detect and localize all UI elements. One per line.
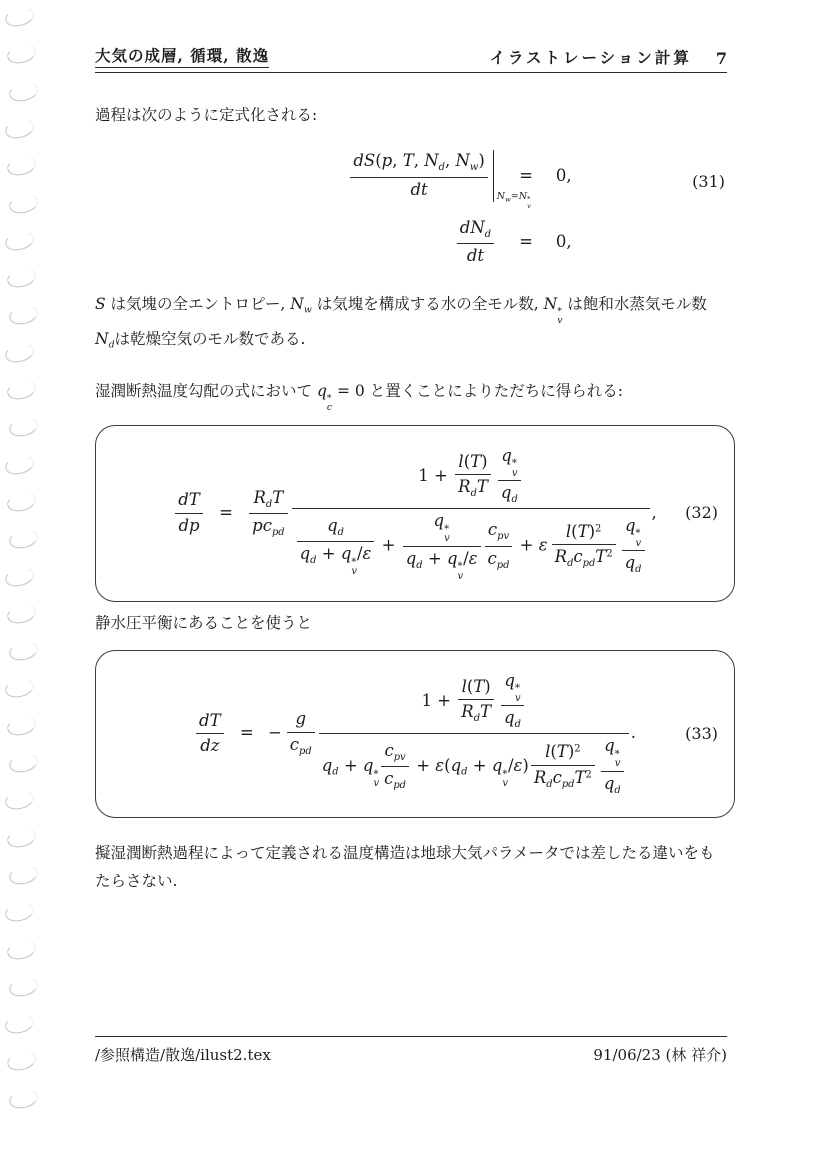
math-subscript: d	[614, 784, 621, 796]
fraction-numerator	[292, 709, 309, 732]
math-text: ,	[413, 151, 425, 171]
fraction-denominator	[381, 766, 409, 792]
binding-ring-icon	[7, 639, 39, 663]
math-variable: q	[450, 756, 462, 776]
math-variable: q	[624, 515, 636, 535]
math-variable: T	[574, 767, 586, 787]
math-text: = 0 と置くことによりただちに得られる:	[332, 382, 623, 401]
math-text: +	[514, 535, 539, 555]
fraction-numerator	[542, 742, 583, 765]
math-text: (	[444, 756, 451, 776]
fraction-numerator	[324, 516, 347, 541]
equation-33-box	[95, 650, 735, 818]
math-superscript: *	[635, 528, 641, 540]
math-subscript: c	[326, 402, 333, 413]
equation-31	[95, 150, 729, 267]
math-subsup	[444, 525, 450, 544]
fraction-denominator	[457, 243, 494, 267]
math-text: )	[567, 742, 575, 762]
paragraph-closing: 擬湿潤断熱過程によって定義される温度構造は地球大気パラメータでは差したる違いをもたらさない.	[95, 843, 715, 890]
paragraph-intro: 過程は次のように定式化される:	[95, 106, 318, 124]
math-subscript: pd	[393, 780, 406, 792]
math-text: (	[466, 676, 474, 696]
math-variable: S	[95, 294, 106, 313]
equation-33-number: (33)	[685, 723, 718, 743]
math-subscript: pd	[561, 778, 575, 790]
equation-31-align	[143, 150, 777, 267]
math-variable: q	[327, 515, 338, 535]
math-superscript: *	[527, 195, 531, 204]
math-variable: N	[455, 151, 470, 171]
math-fraction	[292, 446, 650, 581]
math-text: は飽和水蒸気モル数	[562, 294, 707, 313]
binding-ring-icon	[5, 266, 37, 290]
math-subscript: d	[484, 228, 492, 240]
binding-ring-icon	[5, 602, 37, 626]
paragraph-after-eq31	[95, 291, 729, 354]
math-variable: q	[316, 382, 327, 401]
math-text: +	[376, 535, 401, 555]
fraction-denominator	[498, 480, 521, 506]
fraction-numerator	[601, 736, 623, 770]
math-fraction	[403, 511, 481, 581]
math-subscript: pd	[299, 745, 312, 757]
math-text: /	[507, 756, 514, 776]
equation-32	[173, 446, 657, 581]
math-subscript: v	[527, 201, 531, 210]
math-superscript: *	[557, 305, 562, 317]
fraction-numerator	[563, 522, 604, 545]
math-variable: c	[487, 548, 497, 568]
math-variable: T	[476, 477, 488, 497]
fraction-numerator	[485, 520, 512, 545]
paragraph-before-eq32	[95, 378, 729, 413]
math-fraction	[350, 151, 487, 200]
page-footer	[95, 1036, 727, 1065]
math-variable: T	[402, 151, 414, 171]
math-text: +	[338, 756, 363, 776]
fraction-denominator	[458, 699, 494, 725]
fraction-numerator	[455, 452, 490, 475]
math-text: ,	[392, 151, 403, 171]
fraction-numerator	[196, 711, 224, 734]
math-subscript: v	[557, 314, 563, 326]
math-text: )	[588, 521, 596, 541]
math-variable: q	[446, 548, 458, 568]
document-body	[95, 98, 729, 896]
math-variable: l	[458, 451, 464, 471]
eq31-line2-relation: =	[519, 232, 533, 252]
math-variable: N	[518, 190, 528, 202]
math-subscript: pd	[496, 559, 510, 571]
page-header	[95, 44, 727, 73]
binding-ring-icon	[5, 713, 37, 737]
math-variable: q	[604, 736, 615, 756]
fraction-denominator	[319, 733, 629, 797]
math-variable: R	[253, 487, 266, 507]
eq32-lhs	[173, 490, 205, 535]
math-text: (	[571, 521, 578, 541]
math-variable: p	[252, 515, 263, 535]
math-text: +	[422, 548, 447, 568]
math-variable: T	[577, 521, 589, 541]
binding-ring-icon	[7, 751, 39, 775]
math-text: は乾燥空気のモル数である.	[114, 329, 306, 348]
math-text: 1 +	[421, 690, 457, 710]
binding-ring-icon	[3, 564, 35, 588]
fraction-numerator	[415, 446, 526, 509]
math-variable: N	[290, 294, 304, 313]
math-text: )	[522, 756, 529, 776]
math-variable: T	[556, 742, 568, 762]
binding-ring-icon	[3, 676, 35, 700]
fraction-denominator	[292, 508, 650, 581]
binding-ring-icon	[7, 863, 39, 887]
math-text: =	[510, 190, 519, 202]
equation-31-number: (31)	[692, 171, 725, 191]
eq33-relation: =	[239, 723, 254, 743]
math-fraction	[498, 446, 521, 507]
math-subscript: d	[461, 767, 468, 779]
eq31-line2-lhs	[455, 218, 496, 267]
math-variable: c	[384, 740, 394, 760]
fraction-denominator	[455, 474, 491, 500]
math-text: ,	[651, 502, 657, 522]
page-number: 7	[715, 49, 727, 68]
math-text: 1 +	[418, 465, 454, 485]
binding-ring-icon	[5, 937, 37, 961]
fraction-denominator	[249, 513, 287, 539]
binding-ring-icon	[3, 1012, 35, 1036]
math-subsup	[515, 684, 521, 703]
math-variable: p	[381, 151, 393, 171]
fraction-numerator	[431, 511, 453, 545]
math-variable: dp	[178, 515, 200, 535]
math-fraction	[196, 711, 224, 757]
math-variable: ε	[468, 548, 478, 568]
math-subsup	[373, 770, 379, 789]
math-fraction	[531, 742, 595, 791]
header-right-title: イラストレーション計算	[489, 48, 692, 67]
math-subscript: d	[473, 713, 481, 725]
math-variable: q	[501, 445, 512, 465]
math-subsup	[636, 529, 642, 548]
binding-ring-icon	[3, 117, 35, 141]
math-fraction	[455, 452, 491, 501]
math-subscript: w	[469, 162, 479, 174]
binding-ring-icon	[7, 975, 39, 999]
math-superscript: *	[351, 556, 357, 568]
math-fraction	[458, 677, 494, 726]
eq32-relation: =	[219, 502, 233, 522]
math-subscript: v	[511, 467, 518, 479]
math-subscript: d	[438, 162, 445, 174]
math-fraction	[457, 218, 494, 267]
math-subscript: d	[416, 559, 423, 571]
math-variable: q	[405, 548, 417, 568]
math-subscript: d	[511, 494, 518, 506]
math-text: .	[630, 723, 636, 743]
math-variable: ε	[513, 756, 523, 776]
math-text: −	[267, 723, 282, 743]
math-subscript: d	[546, 778, 553, 790]
fraction-numerator	[501, 671, 523, 705]
math-text: )	[484, 676, 491, 696]
binding-ring-icon	[5, 154, 37, 178]
binding-ring-icon	[5, 1049, 37, 1073]
eq32-rhs	[247, 445, 657, 582]
math-variable: dS	[353, 151, 376, 171]
math-variable: c	[384, 769, 394, 789]
equation-32-number: (32)	[685, 503, 718, 523]
math-variable: R	[461, 702, 474, 722]
math-variable: q	[504, 670, 515, 690]
math-superscript: 2	[585, 769, 592, 781]
math-variable: q	[321, 756, 333, 776]
math-variable: q	[362, 756, 374, 776]
math-variable: R	[554, 547, 568, 567]
math-fraction	[485, 520, 513, 572]
math-variable: T	[473, 676, 485, 696]
footer-file-path: /参照構造/散逸/ilust2.tex	[95, 1046, 271, 1064]
math-superscript: *	[326, 393, 332, 405]
math-variable: R	[458, 477, 471, 497]
eq31-line1-lhs	[348, 150, 531, 210]
math-variable: q	[340, 544, 352, 564]
math-subscript: v	[457, 570, 464, 582]
math-fraction	[249, 488, 287, 540]
math-subscript: d	[108, 339, 115, 351]
binding-ring-icon	[7, 527, 39, 551]
paragraph-before-eq33: 静水圧平衡にあることを使うと	[95, 613, 313, 632]
math-text: +	[467, 756, 492, 776]
fraction-denominator	[622, 550, 645, 576]
eq33-rhs	[267, 670, 636, 796]
math-variable: ε	[538, 535, 548, 555]
binding-ring-icon	[5, 825, 37, 849]
math-variable: q	[491, 756, 503, 776]
math-subscript: w	[505, 195, 511, 204]
math-text: )	[481, 451, 488, 471]
math-subscript: pd	[271, 526, 285, 538]
math-text: +	[316, 544, 341, 564]
binding-ring-icon	[7, 1086, 39, 1110]
binding-ring-icon	[3, 788, 35, 812]
eq33-lhs	[194, 710, 226, 756]
math-variable: dt	[466, 246, 485, 266]
math-variable: T	[470, 451, 482, 471]
fraction-denominator	[531, 765, 595, 791]
binding-ring-icon	[7, 303, 39, 327]
math-subscript: v	[514, 692, 521, 704]
math-variable: q	[504, 708, 515, 728]
math-text: (	[375, 151, 382, 171]
math-subscript: w	[303, 304, 312, 316]
footer-date-author: 91/06/23 (林 祥介)	[593, 1046, 727, 1064]
fraction-numerator	[498, 446, 520, 480]
math-superscript: 2	[595, 523, 602, 535]
math-fraction	[622, 516, 645, 577]
math-variable: dz	[200, 736, 220, 756]
math-variable: c	[262, 515, 272, 535]
math-superscript: *	[457, 561, 463, 573]
math-variable: R	[533, 767, 547, 787]
math-subsup	[615, 750, 621, 769]
math-subscript: pv	[393, 751, 406, 763]
binding-ring-icon	[3, 5, 35, 29]
math-subscript: pd	[582, 558, 596, 570]
math-subscript: d	[567, 558, 574, 570]
eq31-line1-rhs: 0,	[555, 165, 572, 185]
math-variable: c	[487, 520, 498, 540]
fraction-denominator	[552, 544, 616, 570]
math-variable: l	[545, 742, 551, 762]
math-fraction	[601, 736, 624, 797]
math-variable: N	[95, 329, 109, 348]
fraction-numerator	[350, 151, 487, 176]
math-text: は気塊の全エントロピー,	[105, 294, 291, 313]
math-superscript: 2	[574, 743, 581, 755]
math-variable: N	[424, 151, 439, 171]
math-variable: q	[603, 773, 615, 793]
spiral-binding-marks	[0, 0, 44, 1164]
fraction-numerator	[175, 490, 203, 513]
math-subscript: d	[635, 564, 642, 576]
math-text: /	[463, 548, 469, 568]
math-subscript: v	[635, 537, 642, 549]
header-right-group	[489, 46, 727, 68]
math-text: (	[550, 742, 557, 762]
math-variable: c	[289, 735, 300, 755]
math-superscript: *	[502, 768, 508, 780]
fraction-numerator	[381, 741, 408, 766]
fraction-numerator	[418, 671, 529, 734]
math-variable: T	[272, 487, 284, 507]
fraction-denominator	[350, 177, 487, 201]
fraction-denominator	[196, 733, 224, 757]
math-subsup	[512, 459, 518, 478]
math-variable: l	[565, 521, 572, 541]
math-superscript: *	[514, 683, 520, 695]
binding-ring-icon	[3, 340, 35, 364]
math-variable: T	[480, 702, 492, 722]
binding-ring-icon	[3, 452, 35, 476]
math-variable: c	[573, 547, 583, 567]
fraction-denominator	[175, 513, 203, 537]
math-superscript: 2	[606, 548, 613, 560]
fraction-denominator	[601, 771, 624, 797]
math-fraction	[297, 516, 375, 577]
math-subscript: d	[310, 555, 317, 567]
math-subscript: v	[502, 778, 508, 789]
math-variable: ε	[435, 756, 445, 776]
math-variable: q	[500, 483, 512, 503]
math-fraction	[552, 522, 616, 571]
binding-ring-icon	[7, 415, 39, 439]
eq31-line2-rhs: 0,	[555, 232, 572, 252]
math-subscript: v	[444, 533, 450, 545]
math-subscript: d	[337, 526, 344, 538]
math-subscript: d	[470, 488, 477, 500]
math-text: ,	[444, 151, 456, 171]
math-superscript: *	[444, 523, 450, 535]
math-fraction	[381, 741, 409, 793]
math-variable: dT	[199, 710, 221, 730]
binding-ring-icon	[5, 490, 37, 514]
math-variable: q	[299, 544, 311, 564]
math-superscript: *	[614, 748, 620, 760]
math-subscript: d	[514, 719, 521, 730]
header-left-title: 大気の成層, 循環, 散逸	[95, 44, 269, 68]
math-variable: N	[496, 190, 506, 202]
math-fraction	[175, 490, 203, 536]
math-text: は気塊を構成する水の全モル数,	[311, 294, 544, 313]
math-variable: dN	[459, 217, 485, 237]
fraction-numerator	[622, 516, 644, 550]
math-subscript: d	[332, 767, 339, 779]
fraction-numerator	[457, 218, 494, 243]
math-subsup	[527, 196, 531, 209]
math-subscript: pv	[497, 531, 510, 543]
fraction-denominator	[403, 546, 481, 581]
equation-33	[194, 671, 636, 797]
eq31-line1-relation: =	[519, 165, 533, 185]
fraction-denominator	[287, 732, 315, 758]
binding-ring-icon	[7, 191, 39, 215]
binding-ring-icon	[7, 79, 39, 103]
evaluation-bar	[493, 150, 531, 210]
binding-ring-icon	[5, 42, 37, 66]
math-variable: T	[595, 547, 607, 567]
math-superscript: *	[511, 458, 517, 470]
fraction-denominator	[297, 541, 375, 576]
math-variable: dt	[410, 179, 428, 199]
math-text: 湿潤断熱温度勾配の式において	[95, 382, 317, 401]
binding-ring-icon	[5, 378, 37, 402]
fraction-denominator	[485, 546, 513, 572]
math-fraction	[287, 709, 315, 758]
math-text: /	[356, 544, 363, 564]
fraction-numerator	[459, 677, 494, 700]
fraction-denominator	[501, 705, 524, 731]
math-variable: N	[543, 294, 558, 313]
math-variable: q	[624, 553, 636, 573]
math-fraction	[501, 671, 524, 732]
math-text: +	[410, 756, 436, 776]
binding-ring-icon	[3, 229, 35, 253]
math-variable: dT	[178, 490, 200, 510]
math-variable: ε	[362, 544, 372, 564]
evaluation-bar-subscript	[497, 191, 531, 209]
math-variable: g	[295, 709, 307, 729]
equation-32-box	[95, 425, 735, 602]
math-fraction	[319, 671, 629, 797]
math-subscript: v	[373, 778, 380, 789]
fraction-numerator	[250, 488, 286, 513]
math-variable: q	[433, 511, 445, 531]
binding-ring-icon	[3, 900, 35, 924]
math-subscript: d	[265, 498, 273, 510]
math-text: (	[463, 451, 471, 471]
math-variable: c	[552, 767, 562, 787]
math-subscript: v	[614, 758, 621, 770]
math-variable: l	[461, 676, 467, 696]
math-text: )	[478, 151, 485, 171]
math-subscript: v	[351, 566, 357, 578]
math-superscript: *	[373, 768, 379, 780]
